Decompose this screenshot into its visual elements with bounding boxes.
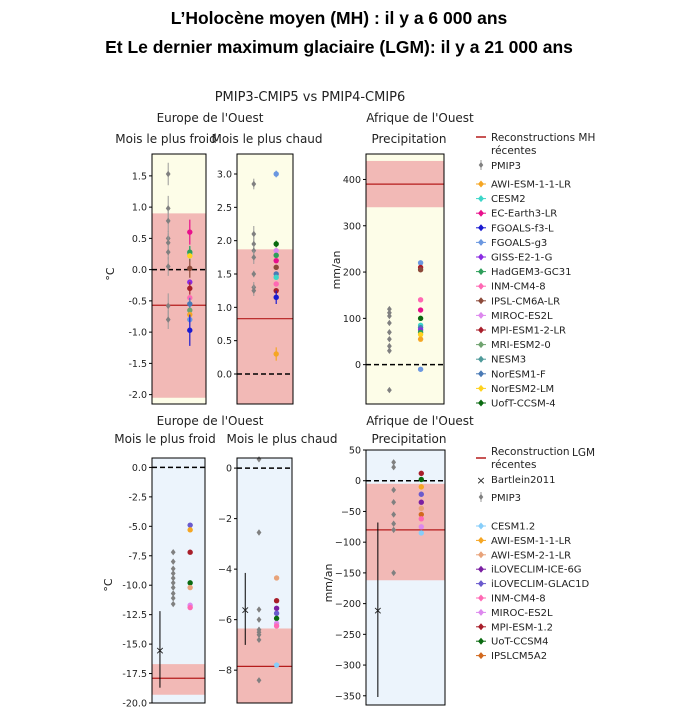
panel-lgm_precip [335,446,445,706]
model-point [187,550,192,555]
legend-bottom-bartlein-marker: × [476,474,486,487]
model-point [418,307,423,312]
legend-model-marker [478,623,484,630]
y-tick-label: 0 [225,463,232,475]
y-tick-label: -10.0 [122,580,147,592]
model-point [274,265,279,270]
model-point [274,253,279,258]
figure-title: PMIP3-CMIP5 vs PMIP4-CMIP6 [214,90,406,105]
legend-model-label: CESM2 [491,194,526,206]
y-tick-label: −100 [334,537,361,549]
y-tick-label: 0.5 [131,233,147,245]
legend-model-marker [478,566,484,573]
legend-top [476,132,595,410]
y-tick-label: −6 [217,615,232,627]
model-point [187,229,192,234]
region-label-bottom-europe: Europe de l'Ouest [156,414,264,428]
y-tick-label: -15.0 [122,639,147,651]
y-tick-label: −8 [217,665,232,677]
legend-model-marker [478,297,484,304]
legend-bottom [476,446,595,662]
legend-model-marker [478,609,484,616]
y-tick-label: −2 [217,514,232,526]
legend-model-marker [478,356,484,363]
y-tick-label: 100 [342,313,361,325]
legend-model-label: INM-CM4-8 [491,593,546,605]
legend-model-label: CESM1.2 [491,521,536,533]
model-point [187,522,192,527]
legend-model-label: MPI-ESM-1.2 [491,622,554,634]
legend-model-marker [478,268,484,275]
model-point [418,297,423,302]
bartlein-marker: × [240,603,250,617]
ylabel-mh-precip: mm/an [330,250,343,290]
legend-model-label: GISS-E2-1-G [491,252,553,264]
model-point [418,336,423,341]
y-tick-label: 1.0 [216,302,232,314]
model-point [419,500,424,505]
legend-model-marker [478,638,484,645]
subtitle-mh-coldest: Mois le plus froid [115,132,217,146]
model-point [419,524,424,529]
legend-bottom-models [476,522,590,663]
model-point [187,605,192,610]
ylabel-mh-temp: °C [104,267,117,281]
legend-model-label: IPSLCM5A2 [491,651,548,663]
legend-model-marker [478,652,484,659]
legend-pmip3-marker [479,162,484,168]
model-point [274,241,279,246]
model-point [418,260,423,265]
model-point [187,580,192,585]
y-tick-label: −4 [217,564,232,576]
y-tick-label: 400 [342,174,361,186]
legend-bottom-reconstruction-label-2: récentes [491,459,537,471]
legend-model-marker [478,254,484,261]
ylabel-lgm-precip: mm/an [322,563,335,603]
y-tick-label: 1.5 [216,269,232,281]
y-tick-label: -5.0 [128,521,147,533]
model-point [419,516,424,521]
legend-model-marker [478,385,484,392]
y-tick-label: 2.0 [216,236,232,248]
model-point [274,275,279,280]
y-tick-label: −50 [340,506,361,518]
legend-model-marker [478,210,484,217]
model-point [419,471,424,476]
model-point [419,506,424,511]
legend-model-label: iLOVECLIM-ICE-6G [491,564,582,576]
panel-mh_coldest [128,154,206,404]
legend-model-label: MPI-ESM1-2-LR [491,325,566,337]
legend-model-label: AWI-ESM-1-1-LR [491,535,572,547]
y-tick-label: -17.5 [122,669,147,681]
y-tick-label: 2.5 [216,202,232,214]
y-tick-label: −350 [334,691,361,703]
model-point [274,248,279,253]
y-tick-label: 0.5 [216,336,232,348]
y-tick-label: 0.0 [131,462,147,474]
y-tick-label: -1.5 [128,358,147,370]
legend-model-label: AWI-ESM-1-1-LR [491,179,572,191]
legend-model-marker [478,195,484,202]
legend-model-marker [478,370,484,377]
legend-model-label: NorESM2-LM [491,383,555,395]
header-line-1: L’Holocène moyen (MH) : il y a 6 000 ans [170,8,508,28]
legend-model-label: INM-CM4-8 [491,281,546,293]
region-label-top-africa: Afrique de l'Ouest [366,111,474,125]
y-tick-label: -7.5 [128,551,147,563]
legend-model-label: NESM3 [491,354,527,366]
y-tick-label: 300 [342,221,361,233]
model-point [274,616,279,621]
model-point [418,267,423,272]
legend-top-reconstruction-label: Reconstructions MH [491,132,596,144]
model-point [274,171,279,176]
legend-top-models [476,180,571,410]
bartlein-marker: × [155,643,165,657]
legend-top-pmip3 [479,160,484,170]
model-point [274,575,279,580]
legend-model-marker [478,312,484,319]
legend-model-marker [478,224,484,231]
y-tick-label: -12.5 [122,610,147,622]
legend-top-reconstruction-label-2: récentes [491,145,537,157]
y-tick-label: 0 [354,360,361,372]
reconstruction-range [237,249,293,404]
model-point [419,530,424,535]
model-point [274,623,279,628]
bartlein-marker: × [373,603,383,617]
region-label-top-europe: Europe de l'Ouest [156,111,264,125]
model-point [187,328,192,333]
legend-model-label: IPSL-CM6A-LR [491,296,561,308]
model-point [274,611,279,616]
y-tick-label: -0.5 [128,296,147,308]
legend-bottom-pmip3-label: PMIP3 [491,493,521,504]
model-point [274,281,279,286]
model-point [187,585,192,590]
y-tick-label: −150 [334,568,361,580]
y-tick-label: 1.0 [131,202,147,214]
model-point [274,258,279,263]
legend-model-marker [478,537,484,544]
legend-model-marker [478,595,484,602]
y-tick-label: -2.5 [128,492,147,504]
model-point [187,527,192,532]
legend-bottom-bartlein-label: Bartlein2011 [491,475,556,486]
y-tick-label: -2.0 [128,390,147,402]
legend-model-marker [478,341,484,348]
model-point [419,484,424,489]
y-tick-label: 3.0 [216,169,232,181]
legend-model-marker [478,400,484,407]
model-point [418,332,423,337]
subtitle-mh-warmest: Mois le plus chaud [211,132,323,146]
legend-model-label: MIROC-ES2L [491,607,553,619]
legend-model-marker [478,551,484,558]
panel-lgm_coldest [122,458,205,710]
model-point [187,266,192,271]
legend-model-label: FGOALS-f3-L [491,223,554,235]
legend-bottom-reconstruction-label: Reconstruction [491,446,570,458]
legend-model-marker [478,239,484,246]
legend-pmip3-marker [479,494,484,500]
subtitle-lgm-warmest: Mois le plus chaud [226,432,338,446]
legend-model-label: UofT-CCSM-4 [491,398,556,410]
y-tick-label: 0.0 [131,265,147,277]
y-tick-label: 200 [342,267,361,279]
legend-model-marker [478,580,484,587]
model-point [418,316,423,321]
y-tick-label: -1.0 [128,327,147,339]
legend-model-marker [478,283,484,290]
legend-top-pmip3-label: PMIP3 [491,161,521,172]
panel-mh_precip [343,154,444,404]
legend-model-label: MRI-ESM2-0 [491,340,551,352]
y-tick-label: 50 [348,445,361,457]
legend-model-label: HadGEM3-GC31 [491,267,572,279]
model-point [187,253,192,258]
legend-bottom-reconstruction-tag: LGM [572,447,596,459]
model-point [274,606,279,611]
y-tick-label: 0.0 [216,369,232,381]
model-point [274,295,279,300]
model-point [274,662,279,667]
subtitle-lgm-coldest: Mois le plus froid [114,432,216,446]
model-point [187,286,192,291]
legend-model-label: UoT-CCSM4 [491,636,549,648]
model-point [274,598,279,603]
legend-bottom-pmip3 [479,492,484,502]
legend-model-label: AWI-ESM-2-1-LR [491,550,572,562]
model-point [187,301,192,306]
subtitle-mh-precip: Precipitation [371,132,447,146]
panel-lgm_warmest [218,456,292,703]
y-tick-label: 1.5 [131,171,147,183]
y-tick-label: −250 [334,629,361,641]
ylabel-lgm-temp: °C [102,578,115,592]
legend-model-marker [478,327,484,334]
y-tick-label: 0 [354,476,361,488]
model-point [274,351,279,356]
panel-mh_warmest [217,154,293,404]
model-point [419,477,424,482]
region-label-bottom-africa: Afrique de l'Ouest [366,414,474,428]
model-point [419,492,424,497]
header-line-2: Et Le dernier maximum glaciaire (LGM): il y a 21 000 ans [105,37,573,57]
legend-model-label: EC-Earth3-LR [491,208,558,220]
y-tick-label: −200 [334,599,361,611]
legend-model-label: FGOALS-g3 [491,237,548,249]
legend-model-label: iLOVECLIM-GLAC1D [491,579,590,591]
y-tick-label: −300 [334,660,361,672]
legend-model-label: NorESM1-F [491,369,546,381]
y-tick-label: -20.0 [122,698,147,710]
legend-model-label: MIROC-ES2L [491,310,553,322]
legend-model-marker [478,181,484,188]
subtitle-lgm-precip: Precipitation [371,432,447,446]
model-point [418,367,423,372]
legend-model-marker [478,523,484,530]
